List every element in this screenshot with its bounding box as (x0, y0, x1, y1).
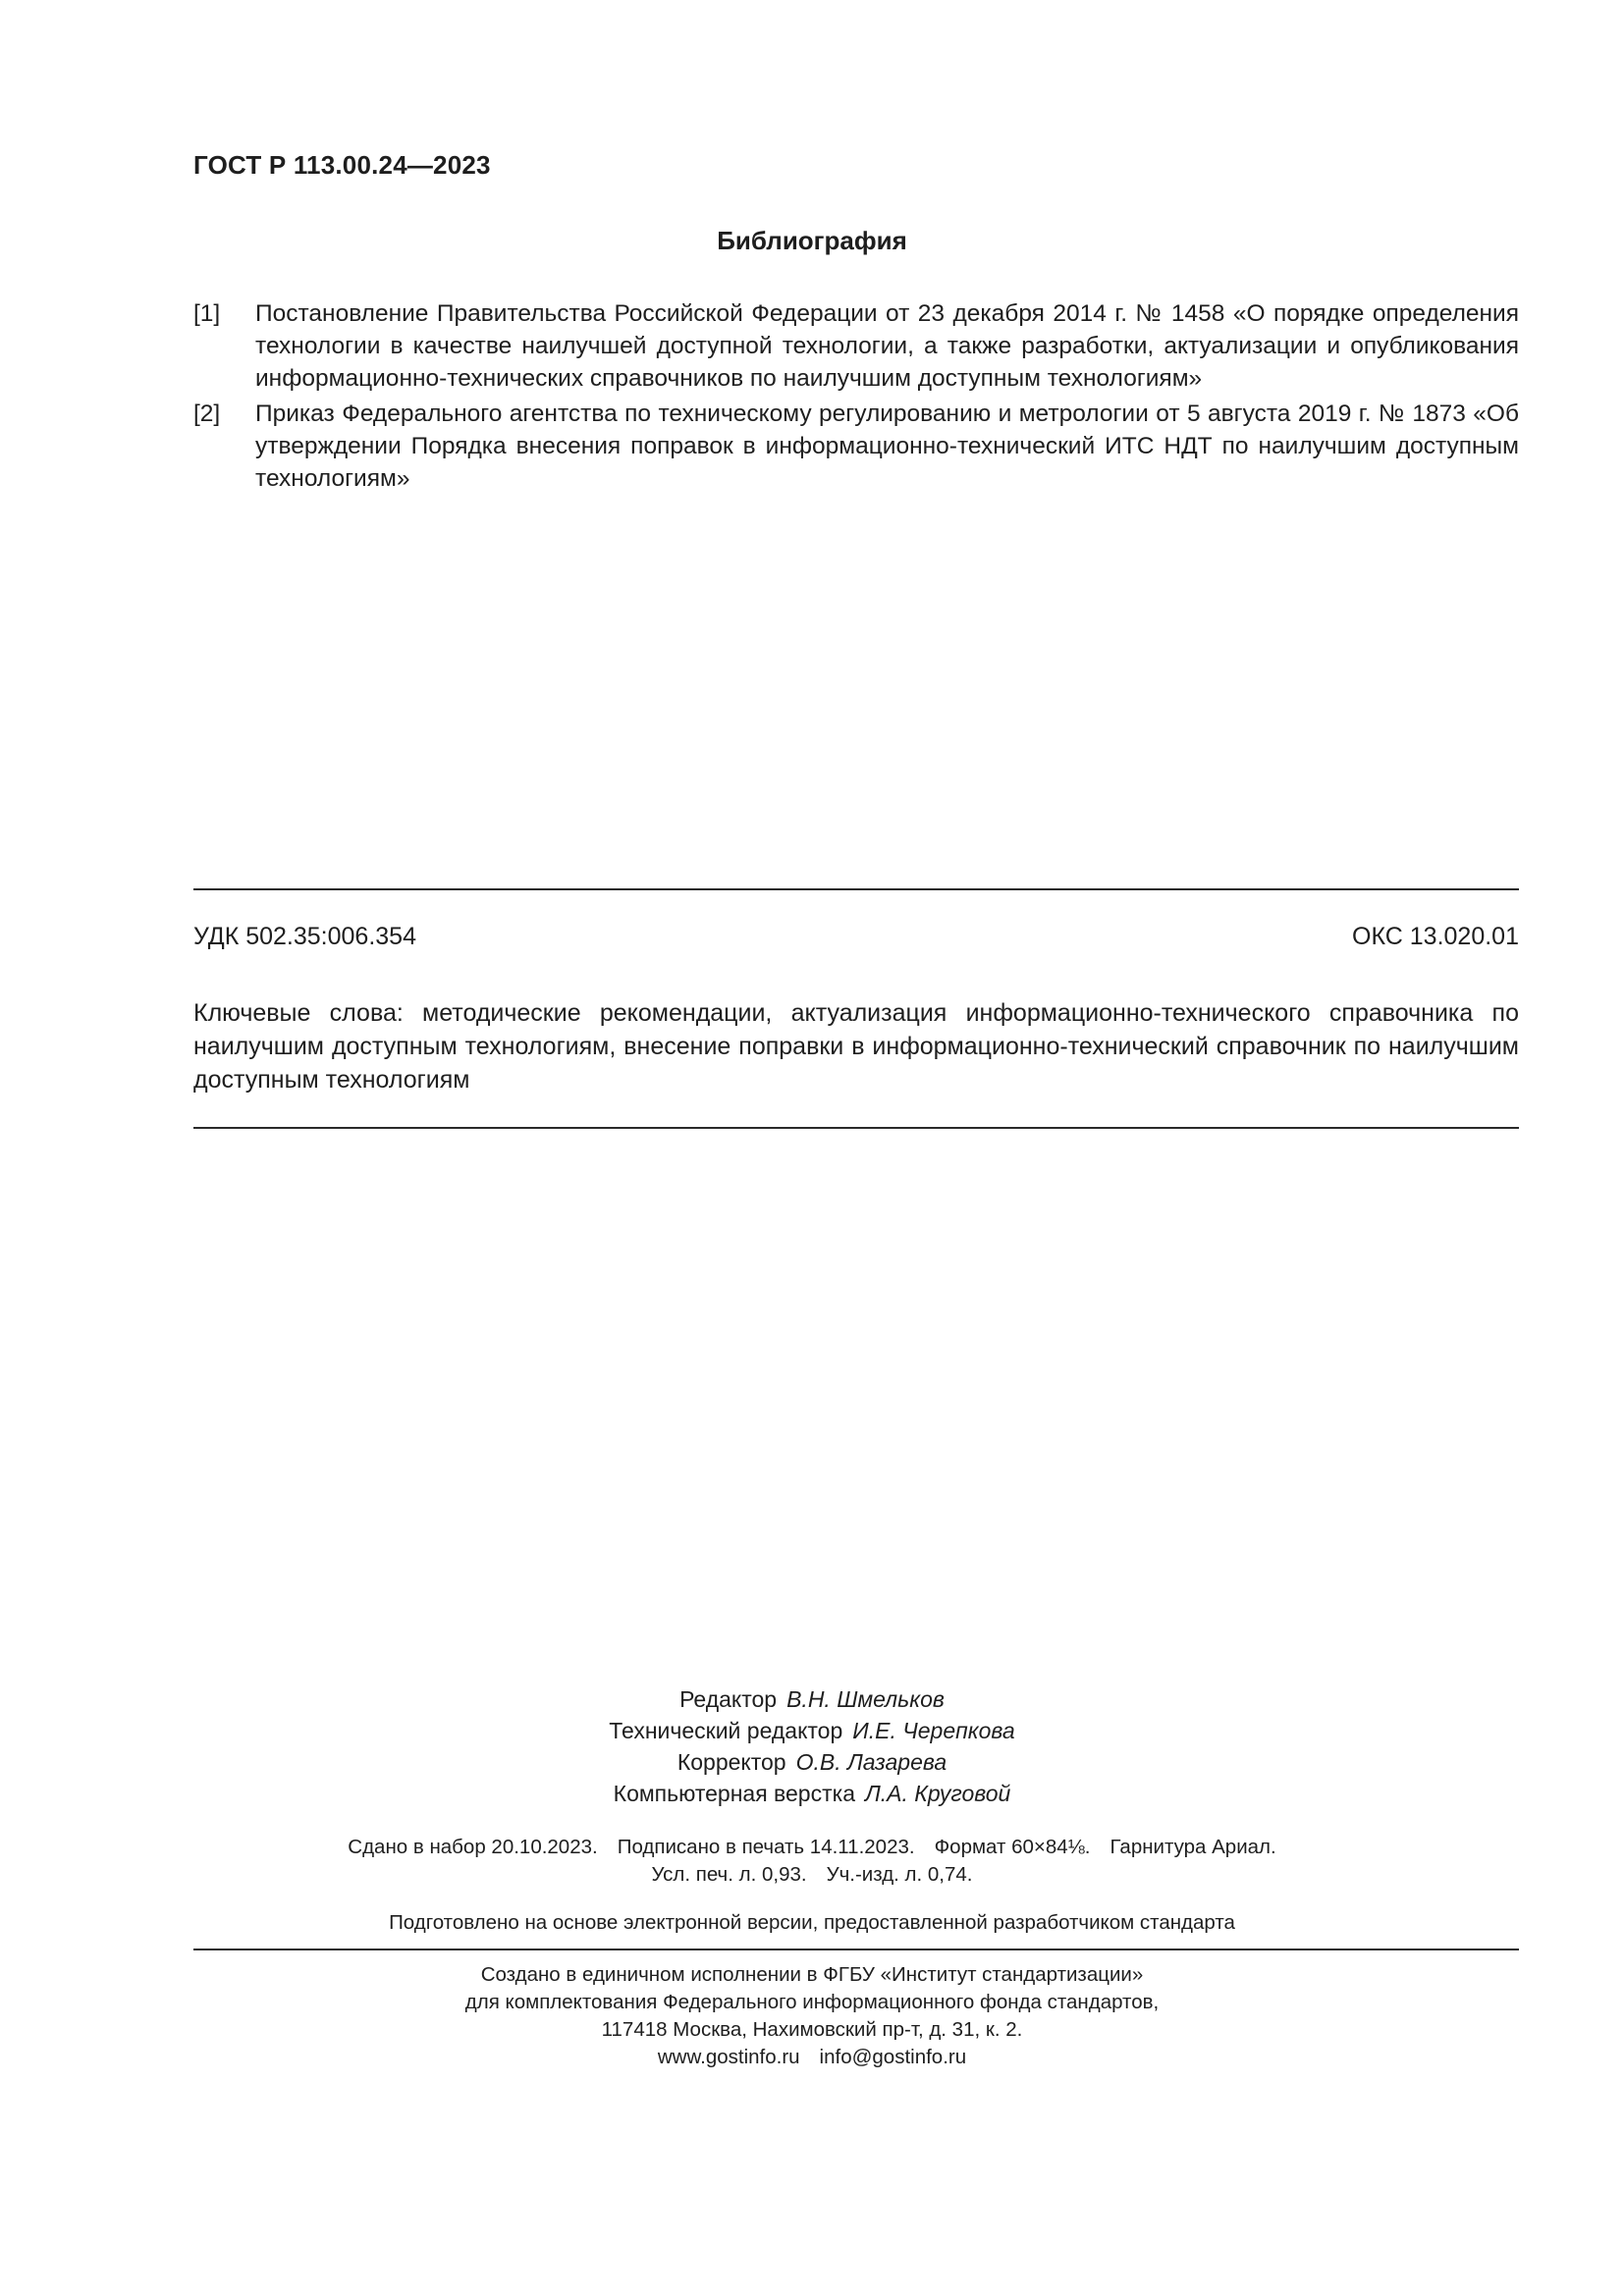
footer-address: 117418 Москва, Нахимовский пр-т, д. 31, к. 2. (601, 2018, 1023, 2041)
bibliography-item-number: [2] (193, 400, 221, 427)
bibliography-item-text: Постановление Правительства Российской Федерации от 23 декабря 2014 г. № 1458 «О порядке определения технологии в качестве наилучшей доступной технологии, а также разработки, актуализации и опубликования информационно-технических справочников по наилучшим доступным технологиям» (255, 300, 1519, 392)
bibliography-item (193, 297, 1519, 395)
document-code: ГОСТ Р 113.00.24—2023 (193, 150, 491, 180)
footer-contacts (0, 2044, 1624, 2071)
bibliography-item-number: [1] (193, 300, 221, 327)
imprint-typeset-date: Сдано в набор 20.10.2023. (348, 1836, 598, 1858)
credit-role: Корректор (677, 1749, 786, 1775)
imprint-typeface: Гарнитура Ариал. (1110, 1836, 1276, 1858)
prepared-note: Подготовлено на основе электронной версии, предоставленной разработчиком стандарта (389, 1911, 1235, 1934)
udk-code: УДК 502.35:006.354 (193, 923, 416, 950)
imprint-line-2 (0, 1861, 1624, 1889)
credit-editor (0, 1683, 1624, 1715)
oks-code: ОКС 13.020.01 (1352, 923, 1519, 950)
website-link[interactable]: www.gostinfo.ru (657, 2046, 800, 2068)
credit-person: В.Н. Шмельков (786, 1686, 945, 1712)
footer-line-2: для комплектования Федерального информационного фонда стандартов, (464, 1991, 1160, 2013)
credit-tech-editor (0, 1715, 1624, 1746)
divider-footer (193, 1949, 1519, 1950)
bibliography-item (193, 398, 1519, 495)
credit-role: Технический редактор (609, 1718, 843, 1743)
imprint-print-sheets: Усл. печ. л. 0,93. (651, 1863, 807, 1886)
keywords-paragraph: Ключевые слова: методические рекомендации, актуализация информационно-технического справочника по наилучшим доступным технологиям, внесение поправки в информационно-технический справочник по наилучшим доступным технологиям (193, 999, 1519, 1094)
bibliography-title: Библиография (717, 226, 907, 255)
credit-person: И.Е. Черепкова (852, 1718, 1015, 1743)
imprint-line-1 (0, 1834, 1624, 1861)
imprint-print-date: Подписано в печать 14.11.2023. (617, 1836, 915, 1858)
divider-keywords (193, 1127, 1519, 1129)
credit-proofreader (0, 1746, 1624, 1778)
credit-layout (0, 1778, 1624, 1809)
credit-role: Редактор (679, 1686, 778, 1712)
email-link[interactable]: info@gostinfo.ru (819, 2046, 967, 2068)
divider-top (193, 888, 1519, 890)
bibliography-item-text: Приказ Федерального агентства по техническому регулированию и метрологии от 5 августа 2019 г. № 1873 «Об утверждении Порядка внесения поправок в информационно-технический ИТС НДТ по наилучшим доступным технологиям» (255, 400, 1519, 492)
credit-role: Компьютерная верстка (613, 1781, 855, 1806)
credit-person: О.В. Лазарева (795, 1749, 947, 1775)
credit-person: Л.А. Круговой (865, 1781, 1011, 1806)
footer-line-1: Создано в единичном исполнении в ФГБУ «Институт стандартизации» (480, 1963, 1144, 1986)
imprint-format: Формат 60×84⅛. (934, 1836, 1091, 1858)
imprint-publisher-sheets: Уч.-изд. л. 0,74. (826, 1863, 973, 1886)
